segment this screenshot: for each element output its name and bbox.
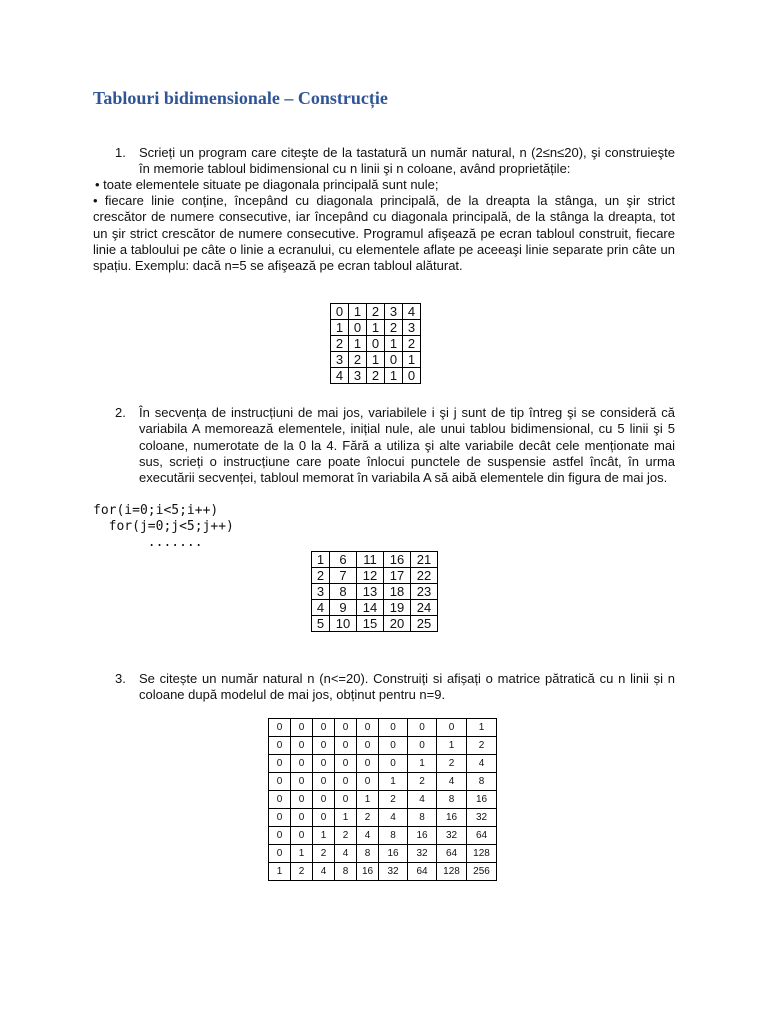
table-cell: 32: [408, 845, 437, 863]
page-title: Tablouri bidimensionale – Construcție: [93, 88, 388, 108]
table-cell: 0: [367, 336, 385, 352]
table-cell: 16: [384, 552, 411, 568]
table-cell: 1: [403, 352, 421, 368]
table-cell: 0: [357, 773, 379, 791]
table-cell: 128: [437, 863, 467, 881]
table-cell: 4: [467, 755, 497, 773]
table-row: [269, 737, 497, 755]
table-row: [331, 368, 421, 384]
table-row: [312, 568, 438, 584]
table-cell: 0: [335, 755, 357, 773]
table-cell: 10: [330, 616, 357, 632]
table-cell: 0: [291, 791, 313, 809]
table-row: [269, 755, 497, 773]
table-cell: 18: [384, 584, 411, 600]
table-cell: 21: [411, 552, 438, 568]
table-cell: 0: [379, 719, 408, 737]
table-row: [331, 336, 421, 352]
table-row: [312, 600, 438, 616]
table-cell: 0: [291, 827, 313, 845]
table-cell: 8: [467, 773, 497, 791]
table-cell: 0: [269, 827, 291, 845]
table-cell: 0: [357, 755, 379, 773]
table-cell: 0: [291, 809, 313, 827]
table-cell: 0: [291, 737, 313, 755]
problem-3-table: [268, 718, 497, 881]
table-cell: 3: [403, 320, 421, 336]
table-cell: 0: [335, 737, 357, 755]
table-cell: 4: [335, 845, 357, 863]
table-cell: 0: [313, 737, 335, 755]
table-cell: 128: [467, 845, 497, 863]
table-cell: 8: [379, 827, 408, 845]
code-line-2: for(j=0;j<5;j++): [93, 519, 234, 534]
problem-1-bullet-2: • fiecare linie conține, începând cu diagonala principală, de la dreapta la stânga, un şir strict crescător de numere consecutive, iar începând cu diagonala principală, de la stânga la dreapta, tot un şir strict crescător de numere consecutive. Programul afişează pe ecran tabloul construit, fiecare linie a tabloului pe câte o linie a ecranului, cu elementele aflate pe aceeaşi linie separate prin câte un spațiu. Exemplu: dacă n=5 se afişează pe ecran tabloul alăturat.: [93, 193, 675, 274]
table-row: [269, 827, 497, 845]
table-cell: 0: [408, 737, 437, 755]
table-cell: 16: [408, 827, 437, 845]
table-cell: 1: [291, 845, 313, 863]
table-cell: 0: [269, 809, 291, 827]
table-cell: 25: [411, 616, 438, 632]
table-cell: 64: [408, 863, 437, 881]
table-cell: 3: [312, 584, 330, 600]
table-cell: 2: [312, 568, 330, 584]
table-cell: 32: [379, 863, 408, 881]
table-cell: 8: [357, 845, 379, 863]
problem-1-number: 1.: [115, 145, 126, 160]
table-cell: 0: [403, 368, 421, 384]
table-cell: 0: [437, 719, 467, 737]
table-cell: 0: [313, 791, 335, 809]
problem-3-text: Se citește un număr natural n (n<=20). Construiți si afișați o matrice pătratică cu n linii și n coloane după modelul de mai jos, obținut pentru n=9.: [139, 671, 675, 703]
table-row: [269, 863, 497, 881]
table-cell: 4: [313, 863, 335, 881]
table-cell: 1: [437, 737, 467, 755]
table-cell: 2: [349, 352, 367, 368]
table-cell: 0: [408, 719, 437, 737]
table-cell: 2: [335, 827, 357, 845]
table-cell: 32: [467, 809, 497, 827]
table-cell: 6: [330, 552, 357, 568]
table-cell: 4: [312, 600, 330, 616]
table-cell: 0: [269, 755, 291, 773]
table-cell: 1: [467, 719, 497, 737]
code-line-3: .......: [93, 535, 203, 550]
table-cell: 1: [312, 552, 330, 568]
table-cell: 4: [437, 773, 467, 791]
table-cell: 0: [331, 304, 349, 320]
table-cell: 3: [349, 368, 367, 384]
table-cell: 0: [269, 845, 291, 863]
table-cell: 17: [384, 568, 411, 584]
table-cell: 4: [331, 368, 349, 384]
table-cell: 2: [408, 773, 437, 791]
table-cell: 20: [384, 616, 411, 632]
table-cell: 1: [385, 368, 403, 384]
table-cell: 4: [408, 791, 437, 809]
table-cell: 8: [408, 809, 437, 827]
table-cell: 2: [367, 368, 385, 384]
table-cell: 0: [313, 809, 335, 827]
table-cell: 7: [330, 568, 357, 584]
table-cell: 0: [313, 755, 335, 773]
table-cell: 1: [349, 304, 367, 320]
table-cell: 13: [357, 584, 384, 600]
table-cell: 1: [408, 755, 437, 773]
table-cell: 32: [437, 827, 467, 845]
table-cell: 64: [467, 827, 497, 845]
table-cell: 0: [269, 737, 291, 755]
table-row: [269, 791, 497, 809]
table-cell: 15: [357, 616, 384, 632]
table-cell: 1: [269, 863, 291, 881]
table-row: [312, 552, 438, 568]
table-cell: 24: [411, 600, 438, 616]
table-cell: 1: [367, 320, 385, 336]
table-cell: 11: [357, 552, 384, 568]
table-cell: 2: [357, 809, 379, 827]
table-cell: 0: [269, 791, 291, 809]
table-cell: 256: [467, 863, 497, 881]
table-cell: 0: [291, 755, 313, 773]
table-cell: 1: [367, 352, 385, 368]
table-cell: 4: [403, 304, 421, 320]
table-cell: 0: [335, 773, 357, 791]
table-cell: 0: [357, 737, 379, 755]
table-row: [269, 845, 497, 863]
table-cell: 23: [411, 584, 438, 600]
table-cell: 2: [313, 845, 335, 863]
table-cell: 1: [335, 809, 357, 827]
table-row: [331, 320, 421, 336]
problem-1-bullet-1: • toate elementele situate pe diagonala principală sunt nule;: [95, 177, 439, 192]
table-cell: 0: [291, 719, 313, 737]
problem-3-number: 3.: [115, 671, 126, 686]
table-row: [312, 616, 438, 632]
table-row: [269, 809, 497, 827]
table-cell: 2: [291, 863, 313, 881]
table-cell: 9: [330, 600, 357, 616]
table-cell: 0: [335, 791, 357, 809]
table-row: [312, 584, 438, 600]
table-cell: 0: [349, 320, 367, 336]
table-row: [269, 773, 497, 791]
table-cell: 12: [357, 568, 384, 584]
table-cell: 2: [331, 336, 349, 352]
table-cell: 0: [335, 719, 357, 737]
table-cell: 1: [385, 336, 403, 352]
problem-2-table: [311, 551, 438, 632]
table-cell: 8: [335, 863, 357, 881]
table-cell: 1: [313, 827, 335, 845]
table-cell: 0: [313, 773, 335, 791]
problem-2-text: În secvența de instrucțiuni de mai jos, variabilele i şi j sunt de tip întreg şi se consideră că variabila A memorează elementele, inițial nule, ale unui tablou bidimensional, cu 5 linii şi 5 coloane, numerotate de la 0 la 4. Fără a utiliza şi alte variabile decât cele menționate mai sus, scrieți o instrucțiune care poate înlocui punctele de suspensie astfel încât, în urma executării secvenței, tabloul memorat în variabila A să aibă elementele din figura de mai jos.: [139, 405, 675, 486]
table-cell: 19: [384, 600, 411, 616]
table-cell: 2: [437, 755, 467, 773]
table-cell: 1: [331, 320, 349, 336]
table-row: [331, 304, 421, 320]
table-cell: 0: [269, 719, 291, 737]
table-cell: 16: [379, 845, 408, 863]
table-cell: 0: [313, 719, 335, 737]
table-cell: 0: [357, 719, 379, 737]
table-cell: 16: [467, 791, 497, 809]
table-row: [331, 352, 421, 368]
table-cell: 14: [357, 600, 384, 616]
table-cell: 3: [385, 304, 403, 320]
table-cell: 22: [411, 568, 438, 584]
table-cell: 3: [331, 352, 349, 368]
table-cell: 2: [467, 737, 497, 755]
table-cell: 1: [349, 336, 367, 352]
table-cell: 0: [291, 773, 313, 791]
table-cell: 0: [379, 737, 408, 755]
table-cell: 0: [269, 773, 291, 791]
table-cell: 2: [379, 791, 408, 809]
problem-1-intro: Scrieți un program care citeşte de la tastatură un număr natural, n (2≤n≤20), şi construieşte în memorie tabloul bidimensional cu n linii şi n coloane, având proprietățile:: [139, 145, 675, 177]
table-cell: 5: [312, 616, 330, 632]
table-cell: 4: [357, 827, 379, 845]
table-cell: 16: [437, 809, 467, 827]
table-cell: 8: [330, 584, 357, 600]
table-row: [269, 719, 497, 737]
table-cell: 1: [357, 791, 379, 809]
code-line-1: for(i=0;i<5;i++): [93, 503, 219, 518]
table-cell: 0: [379, 755, 408, 773]
table-cell: 16: [357, 863, 379, 881]
table-cell: 8: [437, 791, 467, 809]
problem-2-number: 2.: [115, 405, 126, 420]
table-cell: 2: [367, 304, 385, 320]
table-cell: 64: [437, 845, 467, 863]
table-cell: 1: [379, 773, 408, 791]
table-cell: 2: [403, 336, 421, 352]
table-cell: 0: [385, 352, 403, 368]
table-cell: 2: [385, 320, 403, 336]
problem-1-table: [330, 303, 421, 384]
table-cell: 4: [379, 809, 408, 827]
